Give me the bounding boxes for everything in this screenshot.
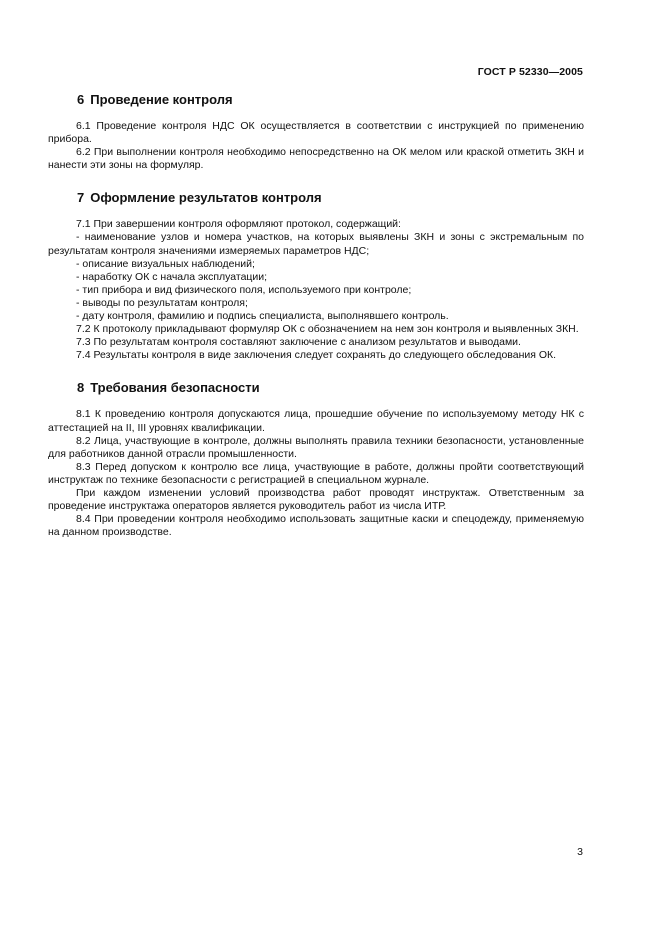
section-heading <box>48 190 584 206</box>
list-item: - дату контроля, фамилию и подпись специалиста, выполнявшего контроль. <box>76 310 449 323</box>
paragraph: 8.4 При проведении контроля необходимо использовать защитные каски и спецодежду, применяемую на данном производстве. <box>48 513 584 539</box>
list-item: - выводы по результатам контроля; <box>76 296 248 309</box>
paragraph: 7.3 По результатам контроля составляют заключение с анализом результатов и выводами. <box>76 336 521 349</box>
section-title: Требования безопасности <box>90 380 260 396</box>
paragraph: 7.4 Результаты контроля в виде заключения следует сохранять до следующего обследования ОК. <box>76 349 557 362</box>
list-item: - наработку ОК с начала эксплуатации; <box>76 270 268 283</box>
page-number: 3 <box>577 846 583 858</box>
paragraph: 8.3 Перед допуском к контролю все лица, участвующие в работе, должны пройти соответствующий инструктаж по технике безопасности с регистрацией в специальном журнале. <box>48 460 584 486</box>
list-item: - тип прибора и вид физического поля, используемого при контроле; <box>76 283 412 296</box>
paragraph: 6.1 Проведение контроля НДС ОК осуществляется в соответствии с инструкцией по применению прибора. <box>48 120 584 146</box>
document-body <box>48 92 584 557</box>
list-item: - наименование узлов и номера участков, на которых выявлены ЗКН и зоны с экстремальным по результатам контроля значениями измеряемых параметров НДС; <box>48 231 584 257</box>
section-number: 6 <box>77 92 85 107</box>
paragraph: 8.2 Лица, участвующие в контроле, должны выполнять правила техники безопасности, установленные для работников данной отрасли промышленности. <box>48 434 584 460</box>
section-heading <box>48 380 584 396</box>
paragraph: 7.1 При завершении контроля оформляют протокол, содержащий: <box>76 218 401 231</box>
paragraph: При каждом изменении условий производства работ проводят инструктаж. Ответственным за проведение инструктажа операторов является руководитель работ из числа ИТР. <box>48 486 584 513</box>
section-heading <box>48 92 584 108</box>
list-item: - описание визуальных наблюдений; <box>76 257 255 270</box>
section-title: Проведение контроля <box>90 92 233 107</box>
section-number: 8 <box>77 380 85 396</box>
section-6 <box>48 92 584 172</box>
section-title: Оформление результатов контроля <box>90 190 322 206</box>
section-7 <box>48 190 584 362</box>
standard-code-header: ГОСТ Р 52330—2005 <box>477 66 583 78</box>
paragraph: 6.2 При выполнении контроля необходимо непосредственно на ОК мелом или краской отметить ЗКН и нанести эти зоны на формуляр. <box>48 146 584 172</box>
paragraph: 7.2 К протоколу прикладывают формуляр ОК с обозначением на нем зон контроля и выявленных ЗКН. <box>76 323 579 336</box>
section-number: 7 <box>77 190 85 206</box>
section-8 <box>48 380 584 539</box>
paragraph: 8.1 К проведению контроля допускаются лица, прошедшие обучение по используемому методу НК с аттестацией на II, III уровнях квалификации. <box>48 408 584 434</box>
